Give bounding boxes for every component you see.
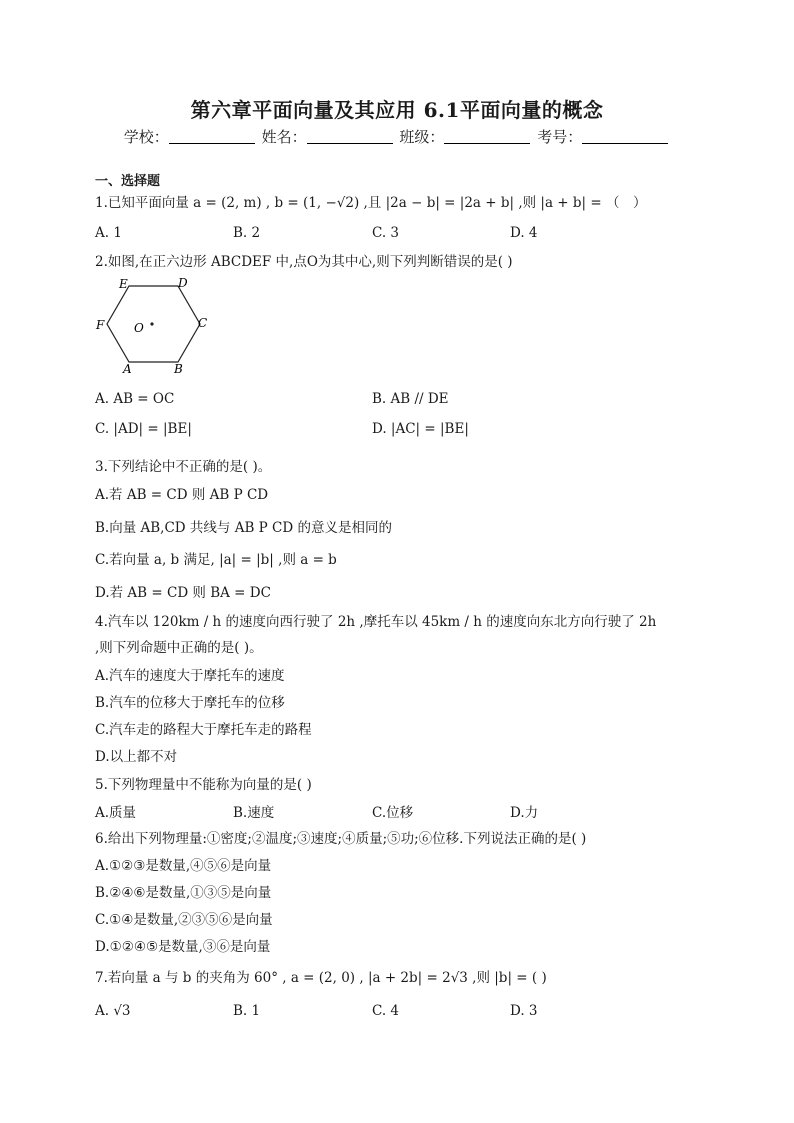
q3-stem: 3.下列结论中不正确的是( )。 <box>95 459 272 475</box>
vertex-label-e: E <box>119 277 128 291</box>
q4-option-c[interactable]: C.汽车走的路程大于摩托车走的路程 <box>95 722 312 738</box>
q3-option-b[interactable]: B.向量 AB,CD 共线与 AB P CD 的意义是相同的 <box>95 520 392 536</box>
vertex-label-f: F <box>96 318 105 332</box>
section-heading: 一、选择题 <box>95 174 161 189</box>
center-point <box>150 322 153 325</box>
q6-stem: 6.给出下列物理量:①密度;②温度;③速度;④质量;⑤功;⑥位移.下列说法正确的是( ) <box>95 831 587 847</box>
q2-stem: 2.如图,在正六边形 ABCDEF 中,点O为其中心,则下列判断错误的是( ) <box>95 254 513 270</box>
q4-stem-line2: ,则下列命题中正确的是( )。 <box>95 640 263 656</box>
q4-option-a[interactable]: A.汽车的速度大于摩托车的速度 <box>95 668 285 684</box>
vertex-label-d: D <box>178 276 188 290</box>
q7-option-b[interactable]: B. 1 <box>233 1003 261 1019</box>
school-blank[interactable] <box>169 129 255 144</box>
exam-number-blank[interactable] <box>582 129 668 144</box>
q7-option-c[interactable]: C. 4 <box>372 1003 400 1019</box>
name-label: 姓名： <box>261 128 307 146</box>
student-info-row <box>0 126 794 147</box>
q2-option-a[interactable]: A. AB = OC <box>95 391 175 407</box>
q7-stem: 7.若向量 a 与 b 的夹角为 60° , a = (2, 0) , |a + 2b| = 2√3 ,则 |b| = ( ) <box>95 970 547 986</box>
q7-option-d[interactable]: D. 3 <box>510 1003 538 1019</box>
vertex-label-a: A <box>123 362 132 376</box>
q5-option-c[interactable]: C.位移 <box>372 805 414 821</box>
q1-option-d[interactable]: D. 4 <box>510 225 538 241</box>
q6-option-a[interactable]: A.①②③是数量,④⑤⑥是向量 <box>95 858 272 874</box>
q4-stem-line1: 4.汽车以 120km / h 的速度向西行驶了 2h ,摩托车以 45km / h 的速度向东北方向行驶了 2h <box>95 614 657 630</box>
q5-option-a[interactable]: A.质量 <box>95 805 137 821</box>
q1-option-b[interactable]: B. 2 <box>233 225 261 241</box>
q4-option-d[interactable]: D.以上都不对 <box>95 749 178 765</box>
class-blank[interactable] <box>444 129 530 144</box>
vertex-label-c: C <box>198 316 208 330</box>
q3-option-c[interactable]: C.若向量 a, b 满足, |a| = |b| ,则 a = b <box>95 552 337 568</box>
class-label: 班级： <box>399 128 445 146</box>
q2-option-b[interactable]: B. AB // DE <box>372 391 449 407</box>
q5-stem: 5.下列物理量中不能称为向量的是( ) <box>95 777 312 793</box>
page-title: 第六章平面向量及其应用 6.1平面向量的概念 <box>190 98 604 122</box>
exam-number-label: 考号： <box>537 128 583 146</box>
hexagon-figure <box>92 274 222 378</box>
q4-option-b[interactable]: B.汽车的位移大于摩托车的位移 <box>95 695 285 711</box>
vertex-label-b: B <box>174 362 183 376</box>
q5-option-b[interactable]: B.速度 <box>233 805 275 821</box>
q2-option-d[interactable]: D. |AC| = |BE| <box>372 421 469 437</box>
school-label: 学校： <box>123 128 169 146</box>
q1-option-a[interactable]: A. 1 <box>95 225 122 241</box>
q3-option-a[interactable]: A.若 AB = CD 则 AB P CD <box>95 487 269 503</box>
q6-option-c[interactable]: C.①④是数量,②③⑤⑥是向量 <box>95 912 273 928</box>
q6-option-d[interactable]: D.①②④⑤是数量,③⑥是向量 <box>95 939 271 955</box>
center-label-o: O <box>134 321 144 335</box>
q7-option-a[interactable]: A. √3 <box>95 1003 131 1019</box>
q1-option-c[interactable]: C. 3 <box>372 225 400 241</box>
q5-option-d[interactable]: D.力 <box>510 805 539 821</box>
q1-stem: 1.已知平面向量 a = (2, m) , b = (1, −√2) ,且 |2a − b| = |2a + b| ,则 |a + b| = （ ） <box>95 195 647 211</box>
name-blank[interactable] <box>307 129 393 144</box>
q6-option-b[interactable]: B.②④⑥是数量,①③⑤是向量 <box>95 885 272 901</box>
q2-option-c[interactable]: C. |AD| = |BE| <box>95 421 192 437</box>
q3-option-d[interactable]: D.若 AB = CD 则 BA = DC <box>95 585 271 601</box>
